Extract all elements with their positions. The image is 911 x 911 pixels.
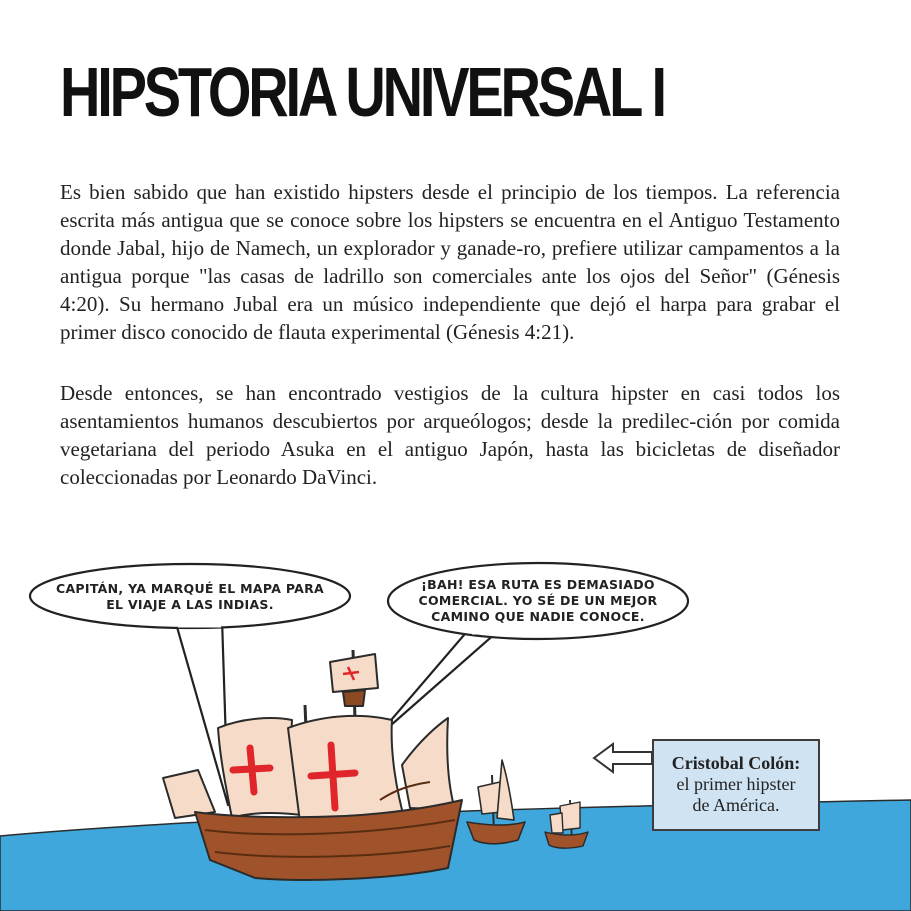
bubble-right-line-1: ¡BAH! ESA RUTA ES DEMASIADO [421,577,655,592]
caption-title: Cristobal Colón: [671,753,801,773]
paragraph-1: Es bien sabido que han existido hipsters desde el principio de los tiempos. La referencia escrita más antigua que se conoce sobre los hipsters se encuentra en el Antiguo Testamento donde Jabal, hijo de Namech, un explorador y ganade-ro, prefiere utilizar campamentos a la antigua porque "las casas de ladrillo son comerciales ante los ojos del Señor" (Génesis 4:20). Su hermano Jubal era un músico independiente que dejó el harpa para grabar el primer disco conocido de flauta experimental (Génesis 4:21). [60,180,840,344]
paragraph-2: Desde entonces, se han encontrado vestigios de la cultura hipster en casi todos los asentamientos humanos descubiertos por arqueólogos; desde la predilec-ción por comida vegetariana del periodo Asuka en el antiguo Japón, hasta las bicicletas de diseñador coleccionadas por Leonardo DaVinci. [60,381,840,489]
bubble-right-line-2: COMERCIAL. YO SÉ DE UN MEJOR [418,593,658,608]
second-ship [467,760,525,844]
caption-line-2: de América. [692,795,780,815]
bubble-right-line-3: CAMINO QUE NADIE CONOCE. [431,609,645,624]
caption-box [652,739,820,831]
caption-line-1: el primer hipster [676,774,796,794]
page-title: HIPSTORIA UNIVERSAL I [60,53,664,131]
arrow-icon [594,744,652,772]
speech-bubble-left-text [40,581,340,613]
bubble-left-line-1: CAPITÁN, YA MARQUÉ EL MAPA PARA [55,581,325,596]
bubble-left-line-2: EL VIAJE A LAS INDIAS. [106,597,274,612]
speech-bubble-right-text [398,577,678,625]
